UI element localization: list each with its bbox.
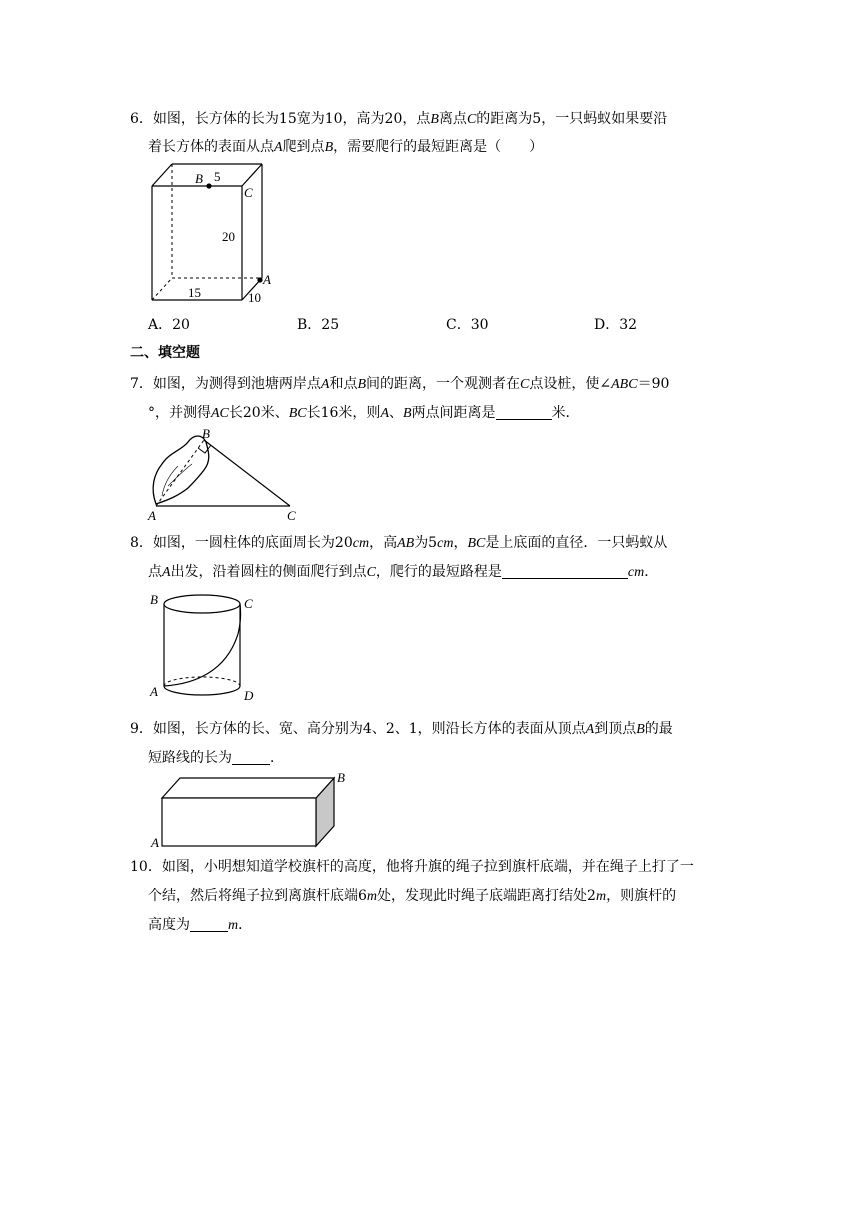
q8-number: 8． [130, 535, 153, 551]
q8-text: 是上底面的直径．一只蚂蚁从 [485, 535, 668, 551]
q10-text: 如图，小明想知道学校旗杆的高度，他将升旗的绳子拉到旗杆底端，并在绳子上打了一 [161, 859, 694, 875]
q8-cylinder-figure [148, 588, 263, 706]
q6-point-a [257, 277, 262, 282]
q7-fig-label-c: C [287, 508, 296, 523]
q7-var-ac: AC [211, 406, 229, 421]
q7-fig-label-b: B [202, 426, 210, 441]
q7-line-1 [130, 373, 669, 393]
q10-unit-m: m [228, 918, 239, 933]
q6-point-b [206, 183, 211, 188]
q7-pond-figure [148, 426, 308, 524]
q6-option-b[interactable]: B．25 [297, 317, 340, 333]
q8-fig-label-b: B [150, 592, 158, 607]
q7-fig-label-a: A [148, 508, 156, 523]
q7-text: 长16米，则 [306, 405, 381, 421]
q6-cuboid-figure [148, 160, 278, 305]
q6-number: 6． [130, 111, 153, 127]
q8-text: ，爬行的最短路程是 [375, 564, 502, 580]
q9-line-1 [130, 718, 673, 738]
q10-answer-blank[interactable] [190, 917, 228, 932]
q7-var-b: B [403, 406, 412, 421]
q9-var-a: A [585, 722, 595, 737]
q10-unit-m: m [366, 889, 378, 904]
q7-text: 点设桩，使∠ [529, 376, 612, 392]
q9-text: 如图，长方体的长、宽、高分别为4、2、1，则沿长方体的表面从顶点 [152, 721, 586, 737]
q9-text: 到顶点 [594, 721, 637, 737]
q7-text: 两点间距离是 [411, 405, 496, 421]
q9-number: 9． [130, 721, 153, 737]
q6-option-c[interactable]: C．30 [446, 317, 489, 333]
q6-var-b: B [430, 112, 439, 127]
q7-var-abc: ABC [611, 377, 638, 392]
q8-text: 如图，一圆柱体的底面周长为20 [152, 535, 353, 551]
q8-text: 为5 [414, 535, 438, 551]
q7-text: 、 [389, 405, 403, 421]
q8-answer-blank[interactable] [502, 564, 628, 579]
q10-number: 10． [130, 859, 162, 875]
q7-text: °，并测得 [148, 405, 211, 421]
q9-text: 短路线的长为 [148, 750, 232, 766]
q7-answer-blank[interactable] [496, 405, 552, 420]
q8-text: 出发，沿着圆柱的侧面爬行到点 [170, 564, 367, 580]
q6-fig-label-b: B [195, 171, 203, 186]
q6-fig-label-20: 20 [222, 229, 235, 244]
q8-fig-label-c: C [244, 596, 253, 611]
q8-unit-cm: cm [437, 536, 454, 551]
q10-text: 高度为 [148, 917, 190, 933]
q6-text: 离点 [438, 111, 467, 127]
q7-var-c: C [520, 377, 530, 392]
q6-option-d[interactable]: D．32 [594, 317, 638, 333]
q7-var-a: A [380, 406, 389, 421]
q8-var-ab: AB [397, 536, 415, 551]
q6-fig-label-a: A [263, 272, 271, 287]
q7-text: 间的距离，一个观测者在 [366, 376, 521, 392]
q6-text: 着长方体的表面从点 [148, 139, 274, 155]
q9-text: 的最 [644, 721, 673, 737]
q7-text: 和点 [329, 376, 358, 392]
q9-answer-blank[interactable] [232, 750, 270, 765]
q7-text: 如图，为测得到池塘两岸点 [152, 376, 321, 392]
q10-line-3 [148, 914, 252, 934]
q7-text: 米． [551, 405, 580, 421]
q9-cuboid-figure [148, 770, 358, 850]
q6-option-a[interactable]: A．20 [148, 317, 190, 333]
q7-text: ＝90 [637, 376, 670, 392]
q6-line-2 [148, 136, 543, 156]
q9-fig-label-b: B [337, 770, 345, 785]
q10-unit-m: m [595, 889, 607, 904]
q9-text: ． [270, 750, 284, 766]
q6-text: ，需要爬行的最短距离是（ ） [333, 139, 544, 155]
q7-var-a: A [320, 377, 330, 392]
q10-text: ． [238, 917, 253, 933]
q7-line-2 [148, 402, 580, 422]
q6-var-b: B [324, 140, 334, 155]
q6-var-a: A [274, 140, 283, 155]
q8-fig-label-d: D [244, 688, 254, 703]
q6-fig-label-15: 15 [188, 285, 201, 300]
q8-var-c: C [366, 565, 376, 580]
q10-text: ，则旗杆的 [606, 888, 677, 904]
q6-line-1 [130, 108, 667, 128]
q8-var-a: A [162, 565, 171, 580]
q7-var-b: B [357, 377, 367, 392]
q8-fig-label-a: A [150, 684, 158, 699]
q6-fig-label-10: 10 [248, 290, 261, 305]
q8-text: ． [644, 564, 659, 580]
q6-fig-label-c: C [244, 185, 253, 200]
q10-text: 处，发现此时绳子底端距离打结处2 [377, 888, 596, 904]
q8-text: ，高 [369, 535, 398, 551]
q9-fig-label-a: A [151, 835, 159, 850]
q9-var-b: B [636, 722, 645, 737]
q8-line-1 [130, 532, 667, 552]
q9-line-2 [148, 747, 284, 767]
q6-text: 爬到点 [282, 139, 325, 155]
q6-text: 如图，长方体的长为15宽为10，高为20，点 [152, 111, 431, 127]
q7-number: 7． [130, 376, 153, 392]
q8-text: ， [453, 535, 468, 551]
q10-text: 个结，然后将绳子拉到离旗杆底端6 [148, 888, 367, 904]
q6-var-c: C [466, 112, 477, 127]
q8-unit-cm: cm [627, 565, 645, 580]
q10-line-2 [148, 885, 676, 905]
q8-text: 点 [148, 564, 162, 580]
q6-text: 的距离为5，一只蚂蚁如果要沿 [476, 111, 668, 127]
q7-text: 长20米、 [228, 405, 289, 421]
q8-var-bc: BC [467, 536, 486, 551]
q10-line-1 [130, 856, 694, 876]
q7-var-bc: BC [288, 406, 307, 421]
q8-line-2 [148, 561, 658, 581]
section-heading-fill-blank: 二、填空题 [130, 345, 200, 361]
q8-unit-cm: cm [352, 536, 370, 551]
q6-fig-label-5: 5 [214, 169, 221, 184]
